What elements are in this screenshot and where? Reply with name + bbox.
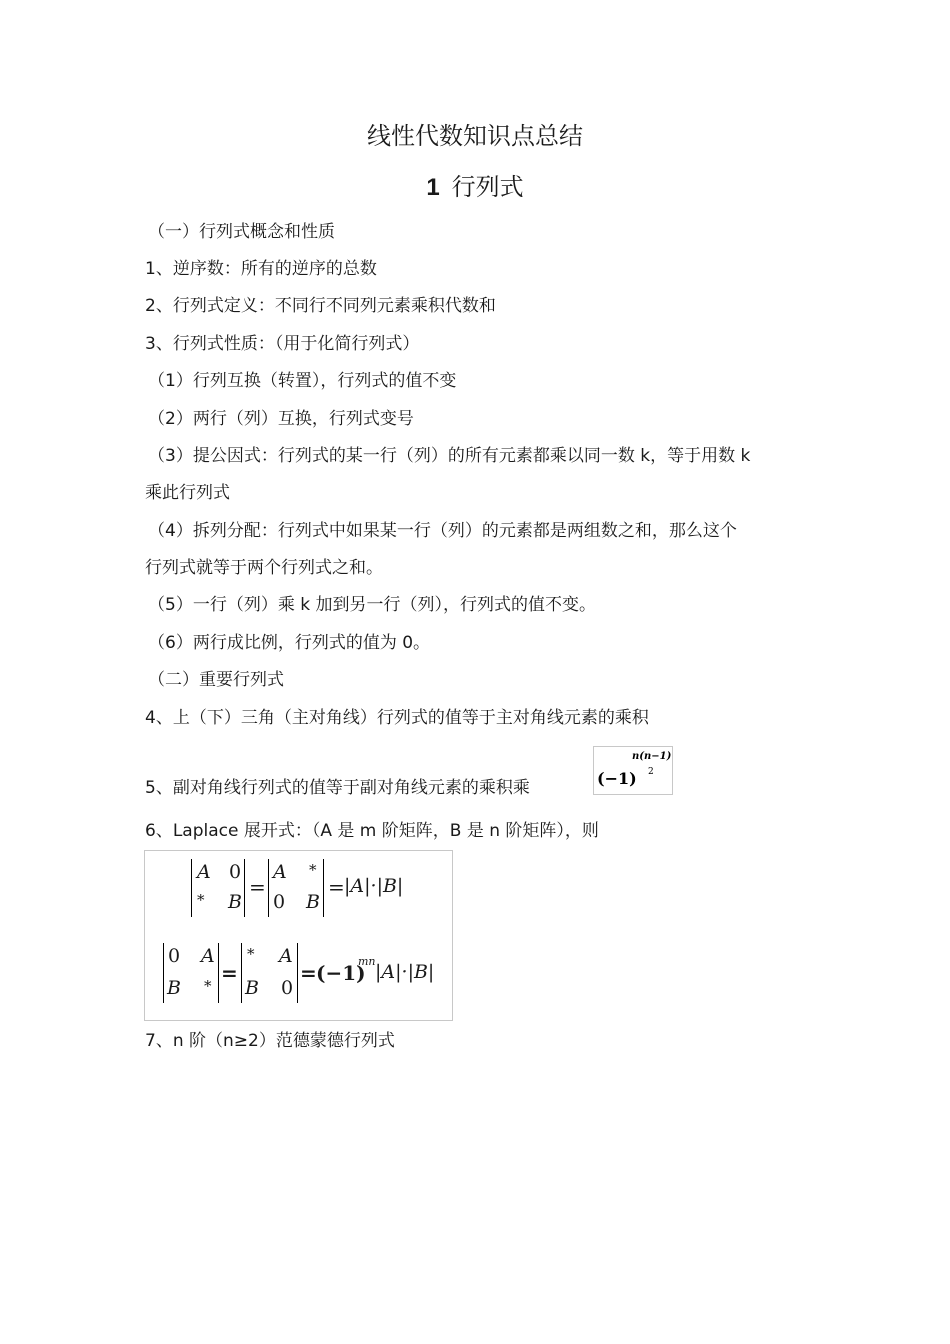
- equals-sign: =: [328, 875, 345, 899]
- det2-a11: A: [273, 861, 287, 883]
- item-4: 4、上（下）三角（主对角线）行列式的值等于主对角线元素的乘积: [145, 708, 649, 728]
- item-1: 1、逆序数：所有的逆序的总数: [145, 259, 377, 279]
- item-3: 3、行列式性质：（用于化简行列式）: [145, 334, 420, 354]
- sign-factor: (−1): [316, 961, 366, 985]
- property-4-line-2: 行列式就等于两个行列式之和。: [145, 558, 383, 578]
- property-3-line-2: 乘此行列式: [145, 483, 230, 503]
- det4-a21: B: [245, 977, 259, 999]
- det3-a21: B: [167, 977, 181, 999]
- item-7: 7、n 阶（n≥2）范德蒙德行列式: [145, 1031, 395, 1051]
- equals-sign: =: [249, 875, 266, 899]
- page-title: 线性代数知识点总结: [367, 122, 583, 150]
- det4-a22: 0: [281, 977, 294, 999]
- item-2: 2、行列式定义：不同行不同列元素乘积代数和: [145, 296, 496, 316]
- equals-sign: =: [221, 961, 238, 985]
- det4-a12: A: [279, 945, 293, 967]
- det2-a22: B: [306, 891, 320, 913]
- formula-exponent-numerator: n(n−1): [632, 751, 672, 762]
- formula-exponent-denominator: 2: [648, 767, 654, 777]
- det1-a21: *: [197, 891, 205, 909]
- product-of-determinants: |A|·|B|: [375, 961, 435, 983]
- item-5: 5、副对角线行列式的值等于副对角线元素的乘积乘: [145, 778, 530, 798]
- formula-antidiagonal-sign: [593, 746, 673, 795]
- property-3-line-1: （3）提公因式：行列式的某一行（列）的所有元素都乘以同一数 k，等于用数 k: [148, 446, 751, 466]
- formula-base: (−1): [597, 769, 637, 788]
- det1-a22: B: [228, 891, 242, 913]
- det1-a11: A: [197, 861, 211, 883]
- chapter-title: 行列式: [451, 173, 524, 201]
- det3-a22: *: [204, 977, 212, 995]
- det2-a21: 0: [273, 891, 286, 913]
- chapter-heading: [0, 167, 950, 202]
- property-1: （1）行列互换（转置），行列式的值不变: [148, 371, 457, 391]
- det3-a11: 0: [168, 945, 181, 967]
- property-2: （2）两行（列）互换，行列式变号: [148, 409, 414, 429]
- property-6: （6）两行成比例，行列式的值为 0。: [148, 633, 431, 653]
- formula-laplace: [144, 850, 453, 1021]
- det1-a12: 0: [229, 861, 242, 883]
- section-heading-2: （二）重要行列式: [148, 670, 284, 690]
- equals-sign: =: [300, 961, 317, 985]
- det2-a12: *: [309, 861, 317, 879]
- sign-exponent: mn: [358, 955, 376, 968]
- property-4-line-1: （4）拆列分配：行列式中如果某一行（列）的元素都是两组数之和，那么这个: [148, 521, 737, 541]
- item-6: 6、Laplace 展开式：（A 是 m 阶矩阵，B 是 n 阶矩阵），则: [145, 821, 599, 841]
- section-heading-1: （一）行列式概念和性质: [148, 222, 335, 242]
- property-5: （5）一行（列）乘 k 加到另一行（列），行列式的值不变。: [148, 595, 596, 615]
- product-of-determinants: |A|·|B|: [344, 875, 404, 897]
- det4-a11: *: [247, 945, 255, 963]
- det3-a12: A: [201, 945, 215, 967]
- chapter-number: 1: [426, 174, 440, 201]
